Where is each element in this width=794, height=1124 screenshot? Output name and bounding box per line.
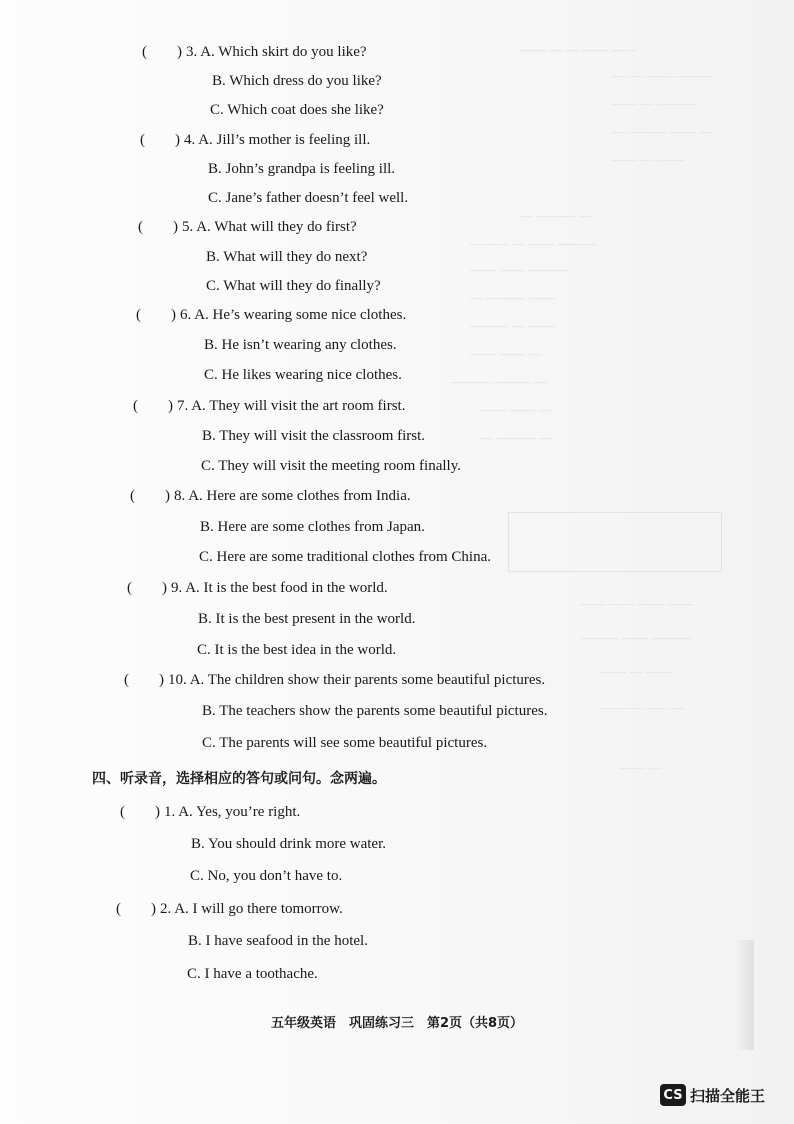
option-a: A. Which skirt do you like? xyxy=(200,44,367,60)
option-b: B. Here are some clothes from Japan. xyxy=(200,519,425,535)
question-row xyxy=(136,306,406,324)
option-b: B. What will they do next? xyxy=(206,249,368,265)
question-number: 3. xyxy=(186,44,198,60)
show-through-text: ― ― ―― ――― xyxy=(612,68,713,83)
question-row xyxy=(116,900,343,918)
question-number: 10. xyxy=(168,672,187,688)
show-through-text: ―― ― ―― xyxy=(600,664,672,679)
show-through-text: ―― ― xyxy=(620,760,663,775)
option-a: A. Yes, you’re right. xyxy=(178,804,301,820)
show-through-text: ―― ―― ― xyxy=(480,402,552,417)
option-a: A. What will they do first? xyxy=(196,219,357,235)
show-through-text: ―― ― ― ―― ―― xyxy=(520,42,637,57)
option-c: C. I have a toothache. xyxy=(187,966,318,982)
show-through-text: ―― ―― ――― xyxy=(470,262,568,277)
answer-bracket[interactable]: ( ) xyxy=(130,488,170,504)
scanner-watermark xyxy=(660,1084,765,1106)
show-through-text: ― ――― ―― xyxy=(470,290,555,305)
show-through-box xyxy=(508,512,722,572)
answer-bracket[interactable]: ( ) xyxy=(116,901,156,917)
section-4-title: 四、听录音，选择相应的答句或问句。念两遍。 xyxy=(92,771,386,787)
option-b: B. They will visit the classroom first. xyxy=(202,428,426,444)
option-b: B. It is the best present in the world. xyxy=(198,611,416,627)
show-through-text: ――― ― ―― ――― xyxy=(470,236,597,251)
option-b: B. The teachers show the parents some beautiful pictures. xyxy=(202,703,548,719)
page-curl-shadow xyxy=(734,940,754,1050)
question-number: 5. xyxy=(182,219,194,235)
show-through-text: ――― ― ―― xyxy=(470,318,555,333)
option-a: A. He’s wearing some nice clothes. xyxy=(194,307,407,323)
question-row xyxy=(140,131,370,149)
option-b: B. John’s grandpa is feeling ill. xyxy=(208,161,396,177)
option-a: A. Jill’s mother is feeling ill. xyxy=(198,132,371,148)
option-c: C. He likes wearing nice clothes. xyxy=(204,367,402,383)
show-through-text: ― ――― ― xyxy=(520,208,592,223)
question-row xyxy=(124,671,545,689)
answer-bracket[interactable]: ( ) xyxy=(120,804,160,820)
show-through-text: ―― ―― ― xyxy=(470,346,542,361)
answer-bracket[interactable]: ( ) xyxy=(136,307,176,323)
option-c: C. Which coat does she like? xyxy=(210,102,384,118)
show-through-text: ――― ―― ――― xyxy=(580,630,691,645)
answer-bracket[interactable]: ( ) xyxy=(138,219,178,235)
option-b: B. I have seafood in the hotel. xyxy=(188,933,368,949)
question-number: 2. xyxy=(160,901,172,917)
option-a: A. The children show their parents some beautiful pictures. xyxy=(189,672,546,688)
question-row xyxy=(142,43,367,61)
answer-bracket[interactable]: ( ) xyxy=(142,44,182,60)
option-c: C. It is the best idea in the world. xyxy=(197,642,397,658)
show-through-text: ― ――― ― xyxy=(480,430,552,445)
answer-bracket[interactable]: ( ) xyxy=(133,398,173,414)
option-c: C. The parents will see some beautiful pictures. xyxy=(202,735,488,751)
show-through-text: ―― ― ――― xyxy=(612,96,697,111)
show-through-text: ――― ――― ― xyxy=(450,374,548,389)
show-through-text: ――― ―― ― xyxy=(600,700,685,715)
show-through-text: ―― ― ―― xyxy=(612,152,684,167)
show-through-text: ―― ―― ―― ―― xyxy=(580,596,694,611)
question-row xyxy=(138,218,357,236)
option-c: C. No, you don’t have to. xyxy=(190,868,343,884)
scanner-name: 扫描全能王 xyxy=(690,1086,766,1105)
question-row xyxy=(130,487,411,505)
question-number: 9. xyxy=(171,580,183,596)
option-a: A. It is the best food in the world. xyxy=(185,580,388,596)
option-c: C. Here are some traditional clothes from China. xyxy=(199,549,491,565)
option-c: C. They will visit the meeting room finally. xyxy=(201,458,461,474)
show-through-text: ― ――― ―― ― xyxy=(612,124,713,139)
question-row xyxy=(133,397,405,415)
question-row xyxy=(120,803,300,821)
answer-bracket[interactable]: ( ) xyxy=(124,672,164,688)
option-a: A. I will go there tomorrow. xyxy=(174,901,343,917)
question-number: 8. xyxy=(174,488,186,504)
option-c: C. Jane’s father doesn’t feel well. xyxy=(208,190,409,206)
answer-bracket[interactable]: ( ) xyxy=(140,132,180,148)
option-b: B. You should drink more water. xyxy=(191,836,386,852)
option-a: A. They will visit the art room first. xyxy=(191,398,406,414)
question-row xyxy=(127,579,388,597)
option-b: B. He isn’t wearing any clothes. xyxy=(204,337,397,353)
question-number: 4. xyxy=(184,132,196,148)
question-number: 6. xyxy=(180,307,192,323)
question-number: 7. xyxy=(177,398,189,414)
option-c: C. What will they do finally? xyxy=(206,278,381,294)
question-number: 1. xyxy=(164,804,176,820)
page-footer: 五年级英语 巩固练习三 第2页（共8页） xyxy=(270,1016,524,1031)
answer-bracket[interactable]: ( ) xyxy=(127,580,167,596)
camscanner-logo-icon: CS xyxy=(660,1084,686,1106)
option-b: B. Which dress do you like? xyxy=(212,73,382,89)
option-a: A. Here are some clothes from India. xyxy=(188,488,411,504)
